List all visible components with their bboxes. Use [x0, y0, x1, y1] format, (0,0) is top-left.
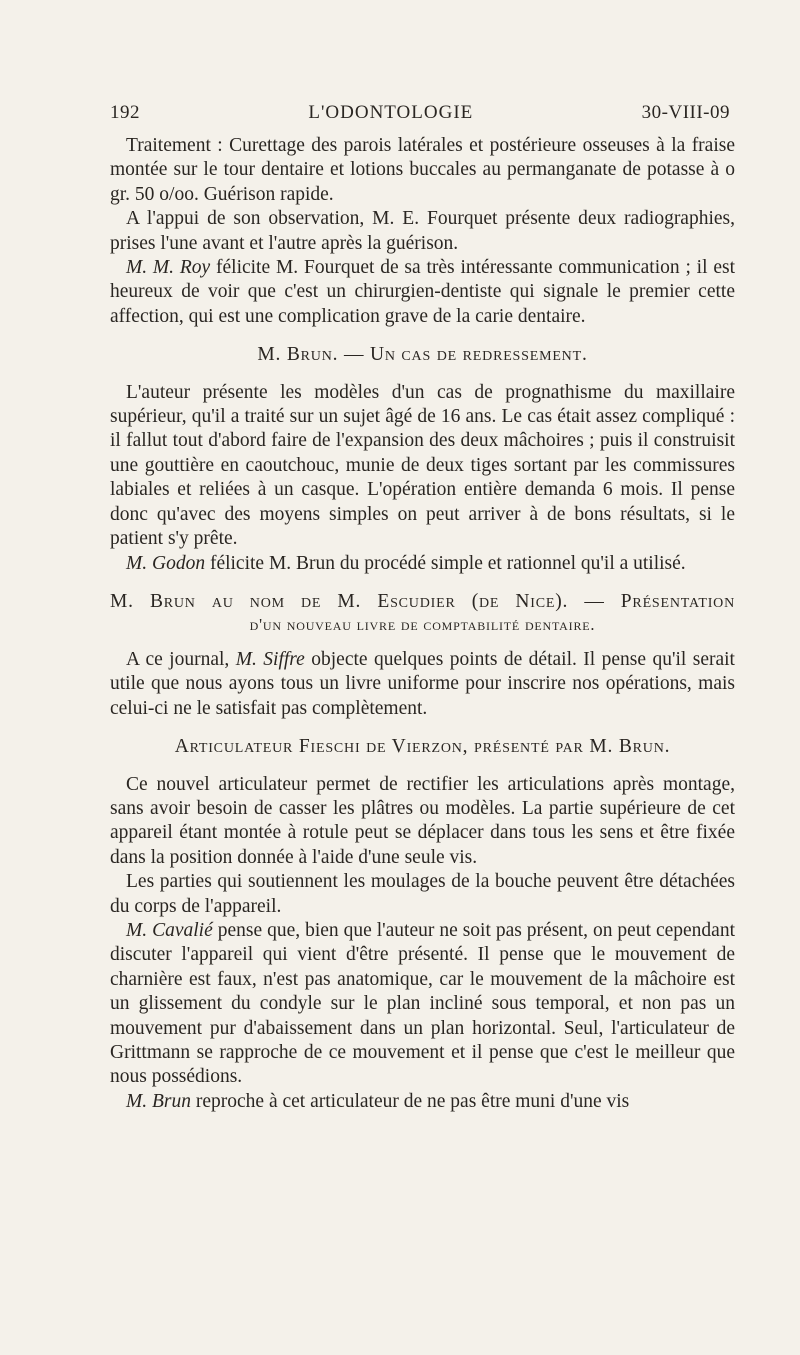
paragraph-lead: A ce journal, — [126, 648, 236, 670]
section-heading-comptabilite — [110, 590, 735, 636]
paragraph-siffre — [110, 648, 735, 721]
speaker-name: M. Brun — [126, 1090, 191, 1112]
paragraph-prognathisme: L'auteur présente les modèles d'un cas de prognathisme du maxillaire supérieur, qu'il a traité sur un sujet âgé de 16 ans. Le cas était assez compliqué : il fallut tout d'abord faire de l'expansion des deux mâchoires ; puis il construisit une gouttière en caoutchouc, munie de deux tiges sortant par les commissures labiales et reliées à un casque. L'opération entière demanda 6 mois. Il pense donc qu'avec des moyens simples on peut arriver à de bons résultats, si le patient s'y prête. — [110, 381, 735, 550]
speaker-name: M. M. Roy — [126, 257, 211, 279]
paragraph-text: reproche à cet articulateur de ne pas être muni d'une vis — [191, 1090, 630, 1112]
paragraph-godon — [110, 552, 735, 576]
heading-line-1: M. Brun au nom de M. Escudier (de Nice). — Présentation — [110, 590, 735, 612]
paragraph-brun — [110, 1090, 735, 1114]
paragraph-cavalie — [110, 919, 735, 1090]
journal-title: L'ODONTOLOGIE — [308, 102, 474, 123]
page-number: 192 — [110, 102, 140, 123]
paragraph-articulateur: Ce nouvel articulateur permet de rectifier les articulations après montage, sans avoir besoin de casser les plâtres ou modèles. La partie supérieure de cet appareil étant montée à rotule peut se déplacer dans tous les sens et être fixée dans la position donnée à l'aide d'une seule vis. — [110, 773, 735, 868]
paragraph-radiographs: A l'appui de son observation, M. E. Fourquet présente deux radiographies, prises l'une avant et l'autre après la guérison. — [110, 208, 735, 254]
speaker-name: M. Cavalié — [126, 919, 213, 941]
running-header — [110, 102, 730, 124]
paragraph-text: félicite M. Fourquet de sa très intéressante communication ; il est heureux de voir que c'est un chirurgien-dentiste qui signale le premier cette affection, qui est une complication grave de la carie dentaire. — [110, 257, 735, 327]
paragraph-treatment: Traitement : Curettage des parois latérales et postérieure osseuses à la fraise montée sur le tour dentaire et lotions buccales au permanganate de potasse à o gr. 50 o/oo. Guérison rapide. — [110, 135, 735, 205]
section-heading-redressement: M. Brun. — Un cas de redressement. — [257, 344, 588, 366]
speaker-name: M. Godon — [126, 552, 206, 574]
paragraph-moulages: Les parties qui soutiennent les moulages de la bouche peuvent être détachées du corps de l'appareil. — [110, 871, 735, 917]
paragraph-text: pense que, bien que l'auteur ne soit pas présent, on peut cependant discuter l'appareil qui vient d'être présenté. Il pense que le mouvement de charnière est faux, n'est pas anatomique, car le mouvement de la mâchoire est un glissement du condyle sur le plan incliné sous temporal, et non pas un mouvement pur d'abaissement dans un plan horizontal. Seul, l'articulateur de Grittmann se rapproche de ce mouvement et il pense que c'est le meilleur que nous possédions. — [110, 919, 735, 1088]
paragraph-text: objecte quelques points de détail. Il pense qu'il serait utile que nous ayons tous un livre uniforme pour inscrire nos opérations, mais celui-ci ne le satisfait pas complètement. — [110, 648, 735, 719]
speaker-name: M. Siffre — [235, 648, 305, 670]
heading-line-2: d'un nouveau livre de comptabilité dentaire. — [249, 614, 596, 634]
paragraph-text: félicite M. Brun du procédé simple et rationnel qu'il a utilisé. — [205, 552, 686, 574]
paragraph-roy — [110, 256, 735, 329]
article-body — [110, 134, 735, 1114]
section-heading-articulateur: Articulateur Fieschi de Vierzon, présenté par M. Brun. — [174, 736, 671, 758]
issue-date: 30-VIII-09 — [641, 102, 730, 123]
